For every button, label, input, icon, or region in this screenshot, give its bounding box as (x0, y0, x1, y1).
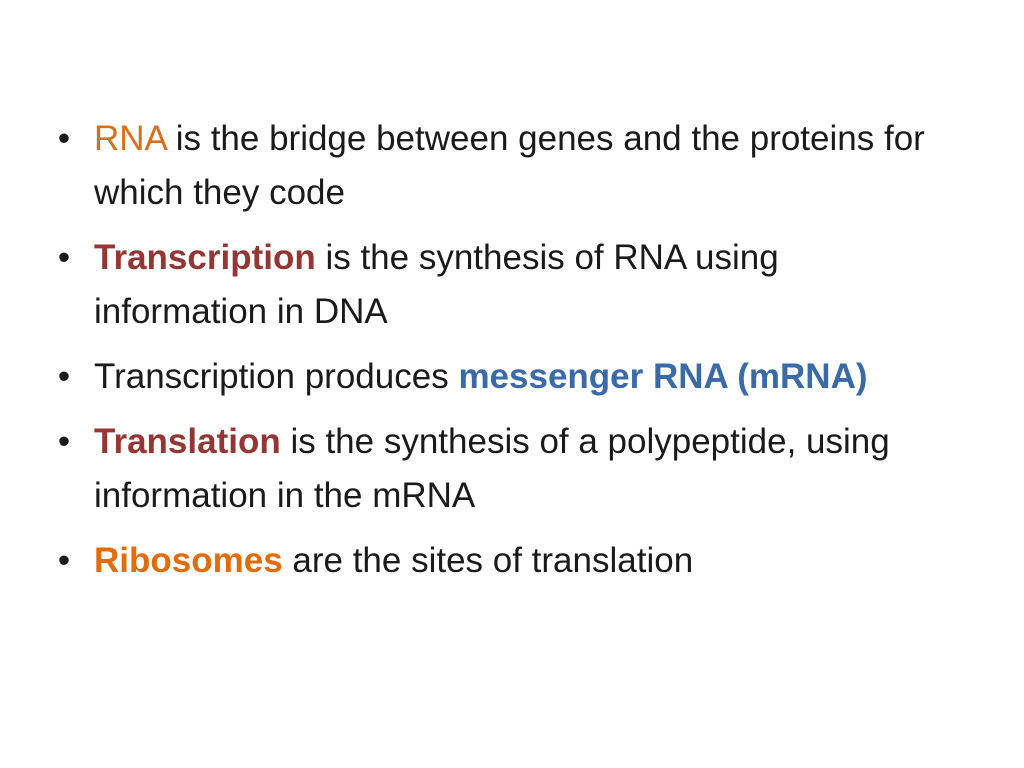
bullet-dot-icon: • (57, 238, 71, 277)
bullet-text: is the synthesis of RNA using information in DNA (94, 238, 779, 331)
bullet-ribosomes (54, 534, 954, 588)
bullet-dot-icon: • (57, 541, 71, 580)
term-transcription: Transcription (94, 238, 316, 277)
term-rna: RNA (94, 119, 166, 158)
bullet-text: are the sites of translation (282, 541, 694, 580)
bullet-dot-icon: • (57, 422, 71, 461)
term-ribosomes: Ribosomes (94, 541, 283, 580)
bullet-transcription (54, 231, 954, 339)
term-translation: Translation (94, 422, 281, 461)
bullet-dot-icon: • (57, 119, 71, 158)
bullet-list (54, 112, 954, 599)
bullet-rna (54, 112, 954, 220)
bullet-text: is the bridge between genes and the proteins for which they code (94, 119, 925, 212)
bullet-text: Transcription produces (94, 357, 459, 396)
bullet-mrna (54, 350, 954, 404)
bullet-dot-icon: • (57, 357, 71, 396)
bullet-text: is the synthesis of a polypeptide, using information in the mRNA (94, 422, 890, 515)
term-messenger-rna: messenger RNA (mRNA) (458, 357, 868, 396)
bullet-translation (54, 415, 954, 523)
